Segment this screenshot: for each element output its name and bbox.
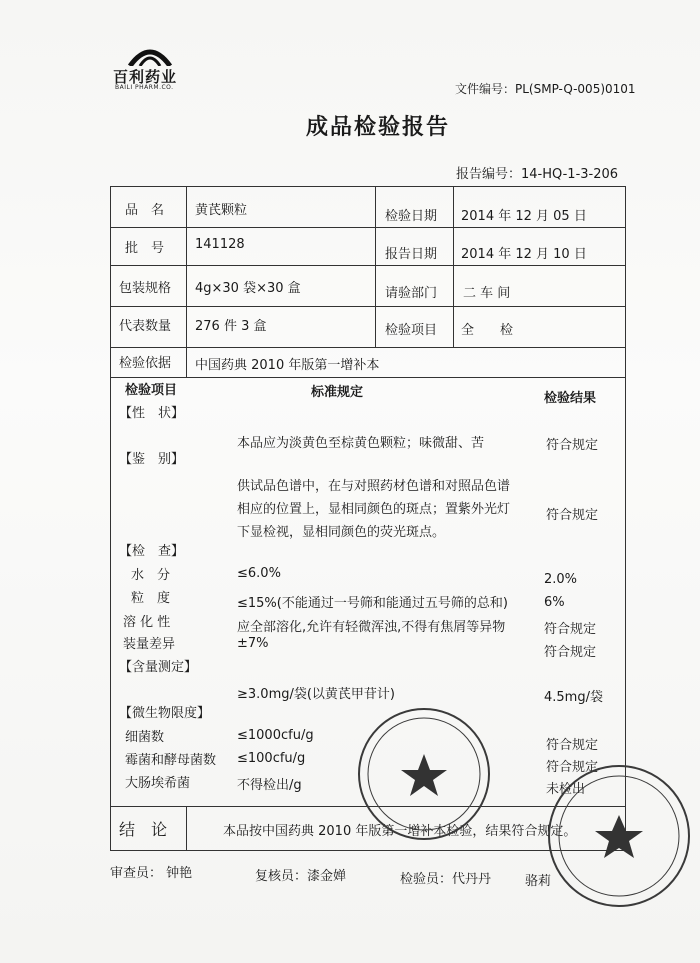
conclusion-label: 结 论: [119, 820, 168, 839]
dept-label: 请验部门: [385, 286, 438, 301]
basis-label: 检验依据: [119, 356, 172, 371]
character-standard: 本品应为淡黄色至棕黄色颗粒；味微甜、苦: [237, 436, 485, 451]
identification-result: 符合规定: [546, 508, 599, 523]
quality-seal: [358, 708, 490, 840]
microbial-row-result: 未检出: [546, 782, 586, 797]
character-result: 符合规定: [546, 438, 599, 453]
report-date-label: 报告日期: [385, 247, 438, 262]
inspection-row-name: 粒 度: [131, 591, 171, 606]
inspection-row-name: 装量差异: [123, 637, 176, 652]
identification-line-2: 相应的位置上，显相同颜色的斑点；置紫外光灯: [237, 502, 511, 517]
batch-label: 批 号: [125, 241, 165, 256]
basis-value: 中国药典 2010 年版第一增补本: [195, 358, 380, 373]
qa-seal: [548, 765, 690, 907]
test-date-value: 2014 年 12 月 05 日: [461, 209, 587, 224]
section-character: 【性 状】: [119, 406, 185, 421]
report-date-value: 2014 年 12 月 10 日: [461, 247, 587, 262]
inspection-row-standard: ≤6.0%: [237, 566, 281, 581]
logo-text: 百利药业: [113, 68, 178, 86]
qty-value: 276 件 3 盒: [195, 319, 267, 334]
product-value: 黄芪颗粒: [195, 203, 248, 218]
inspection-row-result: 2.0%: [544, 572, 578, 587]
microbial-row-result: 符合规定: [546, 738, 599, 753]
column-header-item: 检验项目: [125, 383, 178, 398]
inspection-row-result: 6%: [544, 595, 565, 610]
dept-value: 二 车 间: [463, 286, 511, 301]
reviewer-signature: 审查员： 钟艳: [110, 866, 193, 881]
spec-label: 包装规格: [119, 281, 172, 296]
microbial-row-name: 霉菌和酵母菌数: [125, 753, 217, 768]
product-label: 品 名: [125, 203, 165, 218]
page-title: 成品检验报告: [306, 115, 451, 140]
column-header-standard: 标准规定: [311, 385, 364, 400]
extra-signature: 骆莉: [525, 874, 552, 889]
microbial-row-standard: ≤1000cfu/g: [237, 728, 314, 743]
item-label: 检验项目: [385, 323, 438, 338]
info-table: [110, 186, 626, 378]
microbial-row-standard: ≤100cfu/g: [237, 751, 306, 766]
inspection-row-result: 符合规定: [544, 622, 597, 637]
logo-subtitle: BAILI PHARM.CO.: [115, 84, 174, 91]
identification-line-3: 下显检视，显相同颜色的荧光斑点。: [237, 525, 446, 540]
item-value: 全 检: [461, 323, 514, 338]
seal-star-icon: [550, 767, 688, 905]
spec-value: 4g×30 袋×30 盒: [195, 281, 301, 296]
assay-standard: ≥3.0mg/袋(以黄芪甲苷计): [237, 687, 396, 702]
qty-label: 代表数量: [119, 319, 172, 334]
inspector-signature: 检验员：代丹丹: [400, 872, 492, 887]
section-assay: 【含量测定】: [119, 660, 198, 675]
section-microbial: 【微生物限度】: [119, 706, 211, 721]
section-inspection: 【检 查】: [119, 544, 185, 559]
test-date-label: 检验日期: [385, 209, 438, 224]
inspection-row-standard: ±7%: [237, 636, 269, 651]
column-header-result: 检验结果: [544, 391, 597, 406]
microbial-row-result: 符合规定: [546, 760, 599, 775]
inspection-row-name: 水 分: [131, 568, 171, 583]
company-logo: [113, 44, 188, 94]
section-identification: 【鉴 别】: [119, 452, 185, 467]
inspection-row-standard: 应全部溶化,允许有轻微浑浊,不得有焦屑等异物: [237, 620, 506, 635]
assay-result: 4.5mg/袋: [544, 690, 603, 705]
conclusion-text: 本品按中国药典 2010 年版第一增补本检验，结果符合规定。: [223, 824, 577, 839]
identification-line-1: 供试品色谱中，在与对照药材色谱和对照品色谱: [237, 479, 511, 494]
microbial-row-standard: 不得检出/g: [237, 778, 302, 793]
inspection-row-standard: ≤15%(不能通过一号筛和能通过五号筛的总和): [237, 596, 508, 611]
logo-arch-icon: [128, 44, 172, 66]
microbial-row-name: 细菌数: [125, 730, 165, 745]
batch-value: 141128: [195, 237, 245, 252]
checker-signature: 复核员：漆金婵: [255, 869, 347, 884]
inspection-row-name: 溶 化 性: [123, 615, 171, 630]
seal-star-icon: [360, 710, 488, 838]
document-number: 文件编号：PL(SMP-Q-005)0101: [455, 82, 636, 96]
inspection-row-result: 符合规定: [544, 645, 597, 660]
microbial-row-name: 大肠埃希菌: [125, 776, 191, 791]
report-number: 报告编号：14-HQ-1-3-206: [456, 167, 619, 182]
